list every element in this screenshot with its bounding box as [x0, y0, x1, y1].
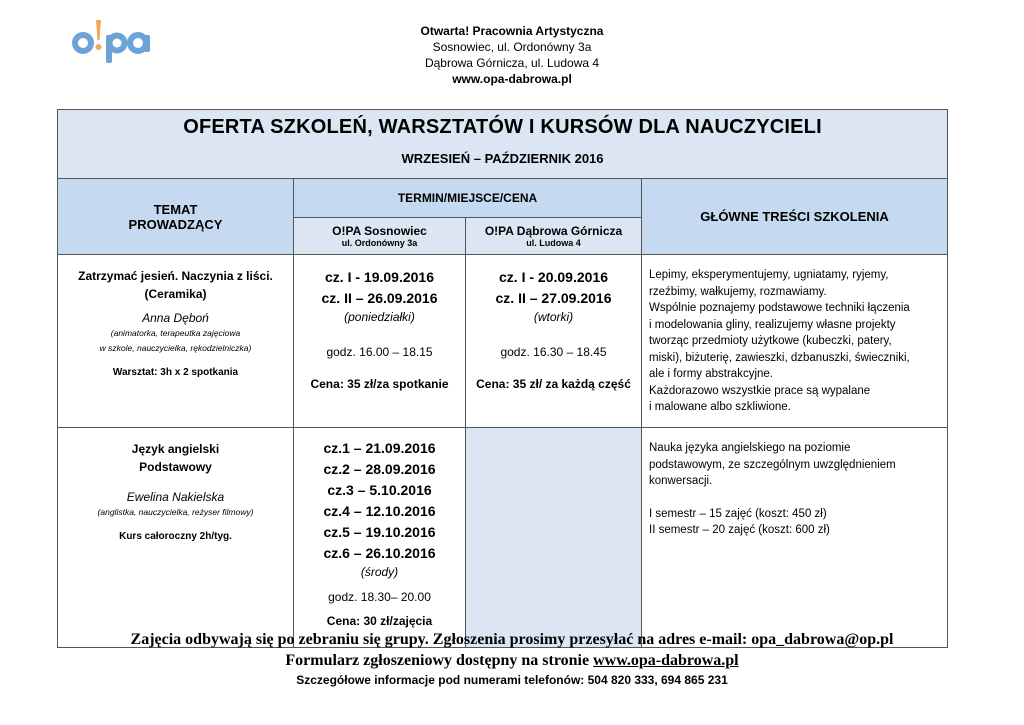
- dabrowa-schedule-cell: [466, 255, 642, 428]
- header-location-dabrowa: [466, 218, 642, 255]
- content-line: konwersacji.: [649, 475, 713, 487]
- instructor-name: Anna Dęboń: [142, 311, 209, 325]
- footer-registration-info: Zajęcia odbywają się po zebraniu się grupy. Zgłoszenia prosimy przesyłać na adres e-mail: opa_dabrowa@op.pl: [130, 631, 894, 648]
- table-title-cell: [58, 110, 948, 179]
- session-date: cz. I - 19.09.2016: [325, 269, 434, 285]
- address-sosnowiec: Sosnowiec, ul. Ordonówny 3a: [432, 40, 592, 54]
- course-level: Podstawowy: [139, 460, 212, 474]
- course-content-cell: [642, 255, 948, 428]
- session-price: Cena: 35 zł/ za każdą część: [476, 377, 631, 391]
- course-topic-cell: [58, 255, 294, 428]
- footer-form-text: Formularz zgłoszeniowy dostępny na stronie: [285, 652, 594, 669]
- content-line: i modelowania gliny, realizujemy własne projekty: [649, 318, 896, 331]
- content-line: podstawowym, ze szczególnym uwzględnieniem: [649, 458, 896, 471]
- instructor-name: Ewelina Nakielska: [126, 490, 225, 504]
- organization-name: Otwarta! Pracownia Artystyczna: [420, 24, 604, 38]
- footer-website-link[interactable]: www.opa-dabrowa.pl: [593, 652, 739, 669]
- content-line: Lepimy, eksperymentujemy, ugniatamy, ryjemy,: [649, 269, 889, 281]
- sosnowiec-schedule-cell: [294, 428, 466, 648]
- session-hours: godz. 18.30– 20.00: [328, 590, 431, 604]
- address-dabrowa: Dąbrowa Górnicza, ul. Ludowa 4: [424, 56, 600, 70]
- header-temat-label: TEMAT: [153, 201, 198, 217]
- header-prowadzacy-label: PROWADZĄCY: [128, 216, 223, 232]
- footer-phone-info: Szczegółowe informacje pod numerami telefonów: 504 820 333, 694 865 231: [296, 673, 728, 687]
- document-title: OFERTA SZKOLEŃ, WARSZTATÓW I KURSÓW DLA NAUCZYCIELI: [183, 116, 822, 138]
- course-title: Zatrzymać jesień. Naczynia z liści.: [78, 269, 273, 283]
- website-link[interactable]: www.opa-dabrowa.pl: [452, 72, 572, 86]
- instructor-description: w szkole, nauczycielka, rękodzielniczka): [99, 343, 252, 353]
- document-subtitle: WRZESIEŃ – PAŹDZIERNIK 2016: [401, 151, 604, 166]
- session-day: (środy): [360, 565, 399, 579]
- table-row: [58, 255, 948, 428]
- session-price: Cena: 30 zł/zajęcia: [326, 614, 433, 628]
- course-content-cell: [642, 428, 948, 648]
- session-day: (poniedziałki): [344, 310, 415, 324]
- course-category: (Ceramika): [144, 287, 207, 301]
- table-row: [58, 428, 948, 648]
- session-date: cz.3 – 5.10.2016: [327, 482, 432, 498]
- session-date: cz. II – 27.09.2016: [495, 290, 612, 306]
- content-line: Nauka języka angielskiego na poziomie: [649, 442, 851, 454]
- course-title: Język angielski: [131, 442, 220, 456]
- offer-table: [57, 109, 948, 648]
- organization-header: [0, 23, 1024, 87]
- location-address: ul. Ordonówny 3a: [341, 238, 418, 248]
- content-line: I semestr – 15 zajęć (koszt: 450 zł): [649, 507, 827, 520]
- instructor-description: (animatorka, terapeutka zajęciowa: [110, 328, 241, 338]
- content-line: ale i formy abstrakcyjne.: [649, 368, 773, 380]
- session-date: cz.4 – 12.10.2016: [323, 503, 436, 519]
- session-date: cz. I - 20.09.2016: [499, 269, 608, 285]
- header-tresci: GŁÓWNE TREŚCI SZKOLENIA: [642, 179, 948, 255]
- session-date: cz.2 – 28.09.2016: [323, 461, 436, 477]
- footer-form-info: [0, 652, 1024, 670]
- session-date: cz.5 – 19.10.2016: [323, 524, 436, 540]
- header-termin: TERMIN/MIEJSCE/CENA: [294, 179, 642, 218]
- instructor-description: (anglistka, nauczycielka, reżyser filmowy): [97, 507, 254, 517]
- content-line: tworząc przedmioty użytkowe (kubeczki, patery,: [649, 335, 892, 347]
- location-address: ul. Ludowa 4: [526, 238, 581, 248]
- location-name: O!PA Dąbrowa Górnicza: [484, 224, 623, 238]
- session-price: Cena: 35 zł/za spotkanie: [310, 377, 449, 391]
- session-day: (wtorki): [533, 310, 574, 324]
- sosnowiec-schedule-cell: [294, 255, 466, 428]
- session-hours: godz. 16.00 – 18.15: [326, 345, 433, 359]
- dabrowa-schedule-cell-empty: [466, 428, 642, 648]
- content-line: i malowane albo szkliwione.: [649, 401, 791, 413]
- session-date: cz.1 – 21.09.2016: [323, 440, 436, 456]
- course-topic-cell: [58, 428, 294, 648]
- content-line: II semestr – 20 zajęć (koszt: 600 zł): [649, 524, 830, 536]
- header-location-sosnowiec: [294, 218, 466, 255]
- course-format: Kurs całoroczny 2h/tyg.: [119, 531, 232, 542]
- session-hours: godz. 16.30 – 18.45: [500, 345, 607, 359]
- session-date: cz.6 – 26.10.2016: [323, 545, 436, 561]
- session-date: cz. II – 26.09.2016: [321, 290, 438, 306]
- location-name: O!PA Sosnowiec: [332, 224, 427, 238]
- header-temat: [58, 179, 294, 255]
- content-line: miski), biżuterię, zawieszki, dzbanuszki, świeczniki,: [649, 351, 910, 364]
- course-format: Warsztat: 3h x 2 spotkania: [112, 367, 239, 378]
- content-line: Wspólnie poznajemy podstawowe techniki łączenia: [649, 302, 910, 314]
- content-line: Każdorazowo wszystkie prace są wypalane: [649, 384, 871, 397]
- content-line: rzeźbimy, wałkujemy, rozmawiamy.: [649, 285, 827, 298]
